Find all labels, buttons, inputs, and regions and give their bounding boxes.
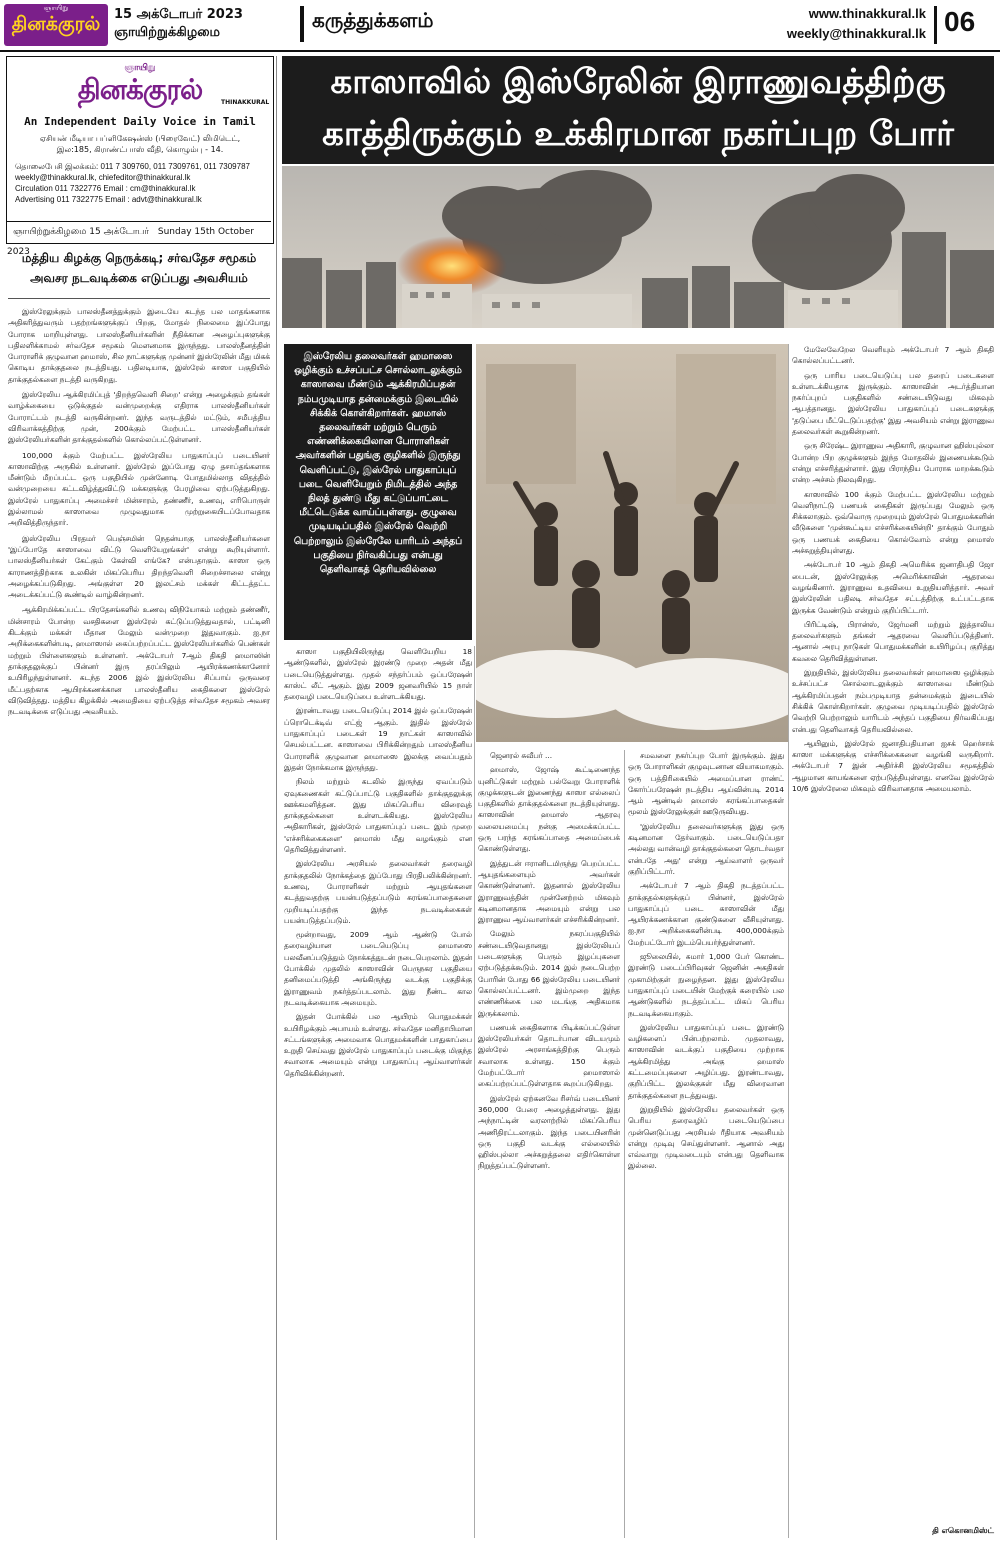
masthead-dateline <box>7 221 271 257</box>
masthead-logo-small: ஞாயிறு <box>124 63 156 73</box>
column-divider <box>276 56 277 1540</box>
article-column-4 <box>792 344 994 1538</box>
article-headline <box>282 56 994 164</box>
address-line: இல:185, கிராண்ட்பாஸ் வீதி, கொழும்பு - 14. <box>56 145 224 154</box>
header-logo-small: ஞாயிறு <box>43 4 69 12</box>
article-paragraph: ஜூலையில், சுமார் 1,000 பேர் கொண்ட இரண்டு படைப்பிரிவுகள் ஜெனின் அகதிகள் முகாமிற்குள் நுழைந்தன. இது இஸ்ரேலிய பாதுகாப்புப் படையின் மேற்குக் கரையில் பல ஆண்டுகளில் நடத்தப்பட்ட மிகப் பெரிய நடவடிக்கையாகும். <box>628 952 784 1018</box>
hero-photo-explosion-skyline <box>282 166 994 328</box>
article-headline-line: காத்திருக்கும் உக்கிரமான நகர்ப்புற போர் <box>322 114 954 154</box>
header-contact <box>766 4 926 44</box>
masthead-tagline: An Independent Daily Voice in Tamil <box>24 115 256 128</box>
article-column-3 <box>628 750 784 1538</box>
editorial-paragraph: இஸ்ரேலிய பிரதமர் பெஞ்சமின் நெதன்யாகு பாலஸ்தீனியர்களை 'இப்போதே காஸாவை விட்டு வெளியேறுங்கள்' என்று கூறியுள்ளார். பாலஸ்தீனியர்கள் கேட்கும் கேள்வி எங்கே? என்பதாகும். காஸா ஒரு காராணத்திற்காக உலகின் மிகப்பெரிய திறந்தவெளி சிறைச்சாலை என்று அழைக்கப்படுகிறது. அங்குள்ள 20 இலட்சம் மக்கள் கிட்டத்தட்ட அடைக்கப்பட்டு கூண்டில் வாழ்கின்றனர். <box>8 533 270 600</box>
article-paragraph: இஸ்ரேல் ஏற்கனவே ரிசர்வ் படையினர் 360,000 பேரை அழைத்துள்ளது. இது அந்நாட்டின் வரலாற்றில் மிகப்பெரிய அணிதிரட்டலாகும். இந்த படையினரின் ஒரு பகுதி வடக்கு எல்லையில் ஹிஸ்புல்லா அச்சுறுத்தலை எதிர்கொள்ள நிறுத்தப்பட்டுள்ளனர். <box>478 1093 620 1171</box>
masthead-logo <box>67 63 213 111</box>
article-paragraph: அக்டோபர் 10 ஆம் திகதி அமெரிக்க ஜனாதிபதி ஜோ பைடன், இஸ்ரேலுக்கு அமெரிக்காவின் ஆதரவை வழங்கினார். இராணுவ உதவியை உறுதியளித்தார். அவர் இஸ்ரேலின் பதிலடி சர்வதேச சட்டத்திற்கு உட்பட்டதாக இருக்க வேண்டும் என்றும் குறிப்பிட்டார். <box>792 560 994 615</box>
column-divider <box>788 344 789 1538</box>
article-paragraph: காஸா பகுதியிலிருந்து வெளியேறிய 18 ஆண்டுகளில், இஸ்ரேல் இரண்டு முறை அதன் மீது படையெடுத்துள்ளது. முதல் சந்தர்ப்பம் ஒப்பரேஷன் காஸ்ட் லீட் ஆகும். இது 2009 ஜனவரியில் 15 நாள் தரைவழி படையெடுப்பை உள்ளடக்கியது. <box>284 647 472 702</box>
header-day: ஞாயிற்றுக்கிழமை <box>114 25 221 40</box>
article-paragraph: சமவளை நகர்ப்புற போர் இருக்கும். இது ஒரு போராளிகள் குழுவுடனான வியாகமாகும். ஒரு பத்திரிகையில் அமைப்பான ராண்ட் கோர்ப்பரேஷன் நடத்திய ஆய்வின்படி 2014 ஆம் ஆண்டில் ஹமாஸ் சுரங்கப்பாதைகள் மூலம் இஸ்ரேலுக்குள் ஊடுருவியது. <box>628 751 784 817</box>
article-paragraph: இத்துடன் ஈரானிடமிருந்து பெறப்பட்ட ஆயுதங்களையும் அவர்கள் கொண்டுள்ளனர். இதனால் இஸ்ரேலிய இராணுவத்தின் முன்னேற்றம் மிகவும் கடினமானதாக அமையும் என்று பல இராணுவ ஆய்வாளர்கள் எச்சரிக்கின்றனர். <box>478 858 620 925</box>
header-logo <box>4 4 108 46</box>
dateline-english: Sunday 15th October 2023 <box>7 227 254 257</box>
article-paragraph: இஸ்ரேலிய அரசியல் தலைவர்கள் தரைவழி தாக்குதலில் நோக்கத்தை இப்போது பிரதிபலிக்கின்றனர். உணவு, போராளிகள் மற்றும் ஆயுதங்களை கடத்துவதற்கு பயன்படுத்தப்படும் சுரங்கப்பாதைகளை முறியடிப்பதற்கு இந்த நடவடிக்கைகள் பயன்படுத்தப்படும். <box>284 859 472 925</box>
photo-people-mourning <box>476 344 788 742</box>
article-headline-line: காஸாவில் இஸ்ரேலின் இராணுவத்திற்கு <box>330 62 946 102</box>
article-paragraph: மேலேவேறேல வெளியும் அக்டோபர் 7 ஆம் திகதி கொல்லப்பட்டனர். <box>792 345 994 366</box>
phone-line: தொலைபேசி இலக்கம்: 011 7 309760, 011 7309761, 011 7309787 <box>15 162 250 171</box>
masthead-contacts <box>15 161 265 205</box>
dateline-tamil: ஞாயிற்றுக்கிழமை 15 அக்டோபர் <box>13 227 149 237</box>
advertising-line: Advertising 011 7322775 Email : advt@thinakkural.lk <box>15 195 202 204</box>
article-paragraph: இஸ்ரேலிய பாதுகாப்புப் படை இரண்டு வழிகளைப் பின்பற்றலாம். முதலாவது, காஸாவின் வடக்குப் பகுதியை முற்றாக ஆக்கிரமித்து அங்கு ஹமாஸ் கட்டமைப்புகளை அழிப்பது. இரண்டாவது, குறிப்பிட்ட இலக்குகள் மீது விரைவான தாக்குதல்களை நடத்துவது. <box>628 1022 784 1100</box>
header-website[interactable]: www.thinakkural.lk <box>808 6 926 21</box>
header-date: 15 அக்டோபர் 2023 <box>114 7 243 22</box>
article-paragraph: இறுதியில், இஸ்ரேலிய தலைவர்கள் ஹமாஸை ஒழிக்கும் உச்சப்பட்ச சொல்லாடலுக்கும் காஸாவை மீண்டும் ஆக்கிரமிப்பதன் நம்பமுடியாத தன்மைக்கும் இடையில் சிக்கிக் கொள்கிறார்கள். குழுவை முடியடிப்பதில் இஸ்ரேல் வெற்றி பெற்றாலும் யாரிடம் அந்தப் பகுதியை நிர்வகிப்பது என்பது தெளிவாகத் தெரியவில்லை. <box>792 668 994 734</box>
editorial-paragraph: இஸ்ரேலுக்கும் பாலஸ்தீனத்துக்கும் இடையே கடந்த பல மாதங்களாக அதிகரித்துவரும் பதற்றங்களுக்குப் பிறகு, மோதல் நிலைமை இப்போது போராக மாறியுள்ளது. பாலஸ்தீனியர்களின் நீதிக்கான அழைப்புகளுக்கு பதிலளிக்காமல் சர்வதேச சமூகம் மௌனமாக இருந்தது. பாலஸ்தீனத்தின் போராளிக் குழுவான ஹமாஸ், சில நாட்களுக்கு முன்னர் இஸ்ரேலின் மீது மிகக் கொடிய தாக்குதலை நடத்தியது. பதிலடியாக, இஸ்ரேல் காஸா பகுதியில் தாக்குதல்களை நடத்தி வருகிறது. <box>8 307 270 384</box>
masthead-name-english: THINAKKURAL <box>221 99 270 106</box>
editorial-headline-line: மத்திய கிழக்கு நெருக்கடி; சர்வதேச சமூகம் <box>21 251 257 265</box>
column-divider <box>474 646 475 1538</box>
header-email[interactable]: weekly@thinakkural.lk <box>786 26 926 41</box>
editorial-headline-line: அவசர நடவடிக்கை எடுப்பது அவசியம் <box>30 271 248 285</box>
section-title: கருத்துக்களம் <box>312 8 434 32</box>
article-paragraph: மூன்றாவது, 2009 ஆம் ஆண்டு போல் தரைவழியான படையெடுப்பு ஹமாஸை பலவீனப்படுத்தும் நோக்கத்துடன் நடைபெறலாம். இதன் போக்கில் முதலில் காஸாவின் பெருநகர பகுதியை தனிமைப்படுத்தி அங்கிருந்து வடக்கு பகுதிக்கு இராணுவம் நகர்த்தப்படலாம். இது நீண்ட கால நடவடிக்கையாக அமையும். <box>284 930 472 1007</box>
article-paragraph: 'இஸ்ரேலிய தலைவர்களுக்கு இது ஒரு கடினமான தேர்வாகும். படையெடுப்பதா அல்லது வான்வழி தாக்குதல்களை தொடர்வதா என்பதே அது' என்று ஆய்வாளர் ஒருவர் குறிப்பிட்டார். <box>628 821 784 876</box>
article-paragraph: ஒரு சிரேஷ்ட இராணுவ அதிகாரி, குழுவான ஹிஸ்புல்லா போன்ற பிற குழுக்களும் இந்த மோதலில் இணையக்கூடும் என்று எச்சரித்துள்ளார். இது பிராந்திய போராக மாறக்கூடும் என்ற அச்சம் நிலவுகிறது. <box>792 441 994 485</box>
article-paragraph: ஹமாஸ், ஜோஷ் கூட்டிணைந்த யுனிட்டுகள் மற்றும் பல்வேறு போராளிக் குழுக்களுடன் இணைந்து காஸா எல்லைப் பகுதிகளில் தாக்குதல்களை நடத்தியுள்ளது. காஸாவின் ஹமாஸ் ஆதரவு வலையமைப்பு நன்கு அமைக்கப்பட்ட ஒரு பரந்த சுரங்கப்பாதை அமைப்பைக் கொண்டுள்ளது. <box>478 765 620 854</box>
header-date-block <box>114 6 284 42</box>
article-paragraph: ஒரு பாரிய படையெடுப்பு பல தரைப் படைகளை உள்ளடக்கியதாக இருக்கும். காஸாவின் அடர்த்தியான நகர்ப்புறப் பகுதிகளில் சண்டையிடுவது மிகவும் ஆபத்தானது. இஸ்ரேலிய பாதுகாப்புப் படைகளுக்கு 'தடுப்பை மீட்டெடுப்பதற்கு' இது அவசியம் என்று இராணுவ தலைவர்கள் கூறுகின்றனர். <box>792 370 994 437</box>
masthead-logo-name: தினக்குரல் <box>77 73 203 106</box>
article-paragraph: அக்டோபர் 7 ஆம் திகதி நடத்தப்பட்ட தாக்குதல்களுக்குப் பின்னர், இஸ்ரேல் பாதுகாப்புப் படை காஸாவின் மீது ஆயிரக்கணக்கான குண்டுகளை வீசியுள்ளது. ஐ.நா அறிக்கைகளின்படி 400,000க்கும் மேற்பட்டோர் இடம்பெயர்ந்துள்ளனர். <box>628 881 784 947</box>
masthead-address <box>15 133 265 155</box>
editorial-paragraph: 100,000 க்கும் மேற்பட்ட இஸ்ரேலிய பாதுகாப்புப் படையினர் காஸாவிற்கு அருகில் உள்ளனர். இஸ்ரேல் இப்போது ஏழு தசாப்தங்களாக மீண்டும் மீறப்பட்ட ஒரு பகுதியில் முன்னோடி போதுமில்லாத விதத்தில் வன்முறையை கட்டவிழ்த்துவிட்டு மக்களுக்கு பேரழிவை ஏற்படுத்துகிறது. இஸ்ரேல் பாதுகாப்பு அமைச்சர் மின்சாரம், தண்ணீர், உணவு, எரிபொருள் இல்லாமல் காஸாவை முழுவதுமாக முற்றுகையிடப்போவதாக அறிவித்திருந்தார். <box>8 450 270 528</box>
article-paragraph: ஆயினும், இஸ்ரேல் ஜனாதிபதியான ஐசக் ஹெர்சாக் காஸா மக்களுக்கு எச்சரிக்கைகளை வழங்கி வருகிறார். அக்டோபர் 7 இன் அதிர்ச்சி இஸ்ரேலிய சமூகத்தில் ஆழமான காயங்களை ஏற்படுத்தியுள்ளது. எனவே இஸ்ரேல் 10/6 இஸ்ரேலை மிகவும் விரிவானதாக அமையலாம். <box>792 738 994 793</box>
pull-quote-box: இஸ்ரேலிய தலைவர்கள் ஹமாஸை ஒழிக்கும் உச்சப்பட்ச சொல்லாடலுக்கும் காஸாவை மீண்டும் ஆக்கிரமிப்பதன் நம்பமுடியாத தன்மைக்கும் இடையில் சிக்கிக் கொள்கிறார்கள். ஹமாஸ் தலைவர்கள் மற்றும் பெரும் எண்ணிக்கையிலான போராளிகள் அவர்களின் பதுங்கு குழிகளில் இருந்து வெளிப்பட்டு, இஸ்ரேல் பாதுகாப்புப் படை வெளியேறும் நிமிடத்தில் அந்த நிலத் துண்டு மீது கட்டுப்பாட்டை மீட்டெடுக்க வாய்ப்புள்ளது. குழுவை முடியடிப்பதில் இஸ்ரேல் வெற்றி பெற்றாலும் இஸ்ரேலே யாரிடம் அந்தப் பகுதியை நிர்வகிப்பது என்பது தெளிவாகத் தெரியவில்லை <box>284 344 472 640</box>
header-divider <box>300 6 304 42</box>
article-byline: தி எகொனமிஸ்ட் <box>932 1526 994 1535</box>
masthead-box <box>6 56 274 257</box>
article-paragraph: பிரிட்டிஷ், பிரான்ஸ், ஜேர்மனி மற்றும் இத்தாலிய தலைவர்களும் தங்கள் ஆதரவை வெளிப்படுத்தினர். ஆனால் அரபு நாடுகள் பொதுமக்களின் உயிரிழப்பு குறித்து கவலை தெரிவித்துள்ளன. <box>792 619 994 663</box>
page-number: 06 <box>944 6 976 37</box>
article-paragraph: காஸாவில் 100 க்கும் மேற்பட்ட இஸ்ரேலிய மற்றும் வெளிநாட்டு பணயக் கைதிகள் இருப்பது மேலும் ஒரு சிக்கலாகும். ஒவ்வொரு முறையும் இஸ்ரேல் பொதுமக்களின் வீடுகளை 'முன்கூட்டிய எச்சரிக்கையின்றி' தாக்கும் போதும் ஒரு பணயக் கைதியை கொல்வோம் என்று ஹமாஸ் அச்சுறுத்தியுள்ளது. <box>792 489 994 556</box>
article-paragraph: ஜெனரல் சுவீபர் ... <box>490 751 553 760</box>
article-paragraph: மேலும் நகரப்பகுதியில் சண்டையிடுவதானது இஸ்ரேலியப் படைகளுக்கு பெரும் இழப்புகளை ஏற்படுத்தக்கூடும். 2014 இல் நடைபெற்ற போரின் போது 66 இஸ்ரேலிய படையினர் கொல்லப்பட்டனர். இம்முறை இந்த எண்ணிக்கை பல மடங்கு அதிகமாக இருக்கலாம். <box>478 929 620 1018</box>
header-divider <box>934 6 937 44</box>
article-paragraph: நிலம் மற்றும் கடலில் இருந்து ஏவப்படும் ஏவுகணைகள் கட்டுப்பாட்டு பகுதிகளில் தாக்குதலுக்கு ஊக்கமளித்தன. இது மிகப்பெரிய விரைவுத் தாக்குதல்களை உள்ளடக்கியது. இஸ்ரேலிய அதிகாரிகள், இஸ்ரேல் பாதுகாப்புப் படை இம் முறை 'எச்சரிக்கைகளை' ஹமாஸ் மீது வழங்கும் என தெரிவித்துள்ளனர். <box>284 777 472 855</box>
article-column-2 <box>478 750 620 1538</box>
editorial-body <box>8 306 270 1536</box>
address-line: ஏசியன் மீடியா பப்ளிகேஷன்ஸ் (பிரைவேட்) லிமிடெட், <box>39 134 241 143</box>
article-column-1 <box>284 646 472 1538</box>
editorial-paragraph: ஆக்கிரமிக்கப்பட்ட பிரதேசங்களில் உணவு விநியோகம் மற்றும் தண்ணீர், மின்சாரம் போன்ற வசதிகளை இஸ்ரேல் கட்டுப்படுத்துவதால், பட்டினி கிடக்கும் மக்கள் மீதான மேலும் வன்முறை இதுவாகும். ஐ.நா அறிக்கைகளின்படி, ஹமாஸால் கைப்பற்றப்பட்ட இஸ்ரேலியர்களில் பெண்கள் மற்றும் பிள்ளைகளும் உள்ளனர். அக்டோபர் 7ஆம் திகதி ஹமாஸின் தாக்குதலுக்குப் பின்னர் இரு தரப்பிலும் ஆயிரக்கணக்கானோர் உயிரிழந்துள்ளனர். கடந்த 2006 இல் இஸ்ரேலிய சிப்பாய் ஒருவரை மீட்பதற்காக ஆயிரக்கணக்கான பாலஸ்தீனிய கைதிகளை இஸ்ரேல் விடுவித்தது. மத்திய கிழக்கில் அமைதியை ஏற்படுத்த சர்வதேச சமூகம் அவசர நடவடிக்கை எடுப்பது அவசியம். <box>8 605 270 717</box>
article-paragraph: பணயக் கைதிகளாக பிடிக்கப்பட்டுள்ள இஸ்ரேலியர்கள் தொடர்பான விடயமும் இஸ்ரேல் அரசாங்கத்திற்கு பெரும் சவாலாக உள்ளது. 150 க்கும் மேற்பட்டோர் ஹமாஸால் கைப்பற்றப்பட்டுள்ளதாக கூறப்படுகிறது. <box>478 1022 620 1089</box>
email-line[interactable]: weekly@thinakkural.lk, chiefeditor@thinakkural.lk <box>15 173 191 182</box>
article-paragraph: இரண்டாவது படையெடுப்பு 2014 இல் ஒப்பரேஷன் ப்ரொடெக்டிவ் எட்ஜ் ஆகும். இதில் இஸ்ரேல் பாதுகாப்புப் படைகள் 19 நாட்கள் காஸாவில் செயல்பட்டன. காஸாவை பிரிக்கின்றதும் பாலஸ்தீனிய போராளிக் குழுவான ஹமாஸை இலக்கு வைப்பதும் இதன் நோக்கமாக இருந்தது. <box>284 706 472 772</box>
editorial-paragraph: இஸ்ரேலிய ஆக்கிரமிப்புத் 'திறந்தவெளி சிறை' என்று அழைக்கும் தங்கள் வாழ்க்கையை ஒடுக்குதல் வன்முறைக்கு எதிராக பாலஸ்தீனியர்கள் போராட்டம் நடத்தி வருகின்றனர். இந்த வருடத்தில் மட்டும், சமீபத்திய விரிவாக்கத்திற்கு முன், 200க்கும் மேற்பட்ட பாலஸ்தீனியர்கள் இஸ்ரேலியர்களின் தாக்குதல்களில் கொல்லப்பட்டுள்ளனர். <box>8 390 270 445</box>
header-logo-name: தினக்குரல் <box>11 13 101 35</box>
article-paragraph: இறுதியில் இஸ்ரேலிய தலைவர்கள் ஒரு பெரிய தரைவழிப் படையெடுப்பை முன்னெடுப்பது அரசியல் ரீதியாக அவசியம் என்று முடிவு செய்துள்ளனர். ஆனால் அது எவ்வாறு முடிவடையும் என்பது தெளிவாக இல்லை. <box>628 1104 784 1171</box>
circulation-line: Circulation 011 7322776 Email : cm@thinakkural.lk <box>15 184 196 193</box>
article-paragraph: இதன் போக்கில் பல ஆயிரம் பொதுமக்கள் உயிரிழக்கும் அபாயம் உள்ளது. சர்வதேச மனிதாபிமான சட்டங்களுக்கு அமைவாக பொதுமக்களின் பாதுகாப்பை உறுதி செய்வது இஸ்ரேல் பாதுகாப்புப் படைக்கு மிகுந்த சவாலாக அமையும் என்று பாதுகாப்பு ஆய்வாளர்கள் தெரிவிக்கின்றனர். <box>284 1012 472 1078</box>
editorial-headline <box>8 248 270 299</box>
column-divider <box>624 750 625 1538</box>
